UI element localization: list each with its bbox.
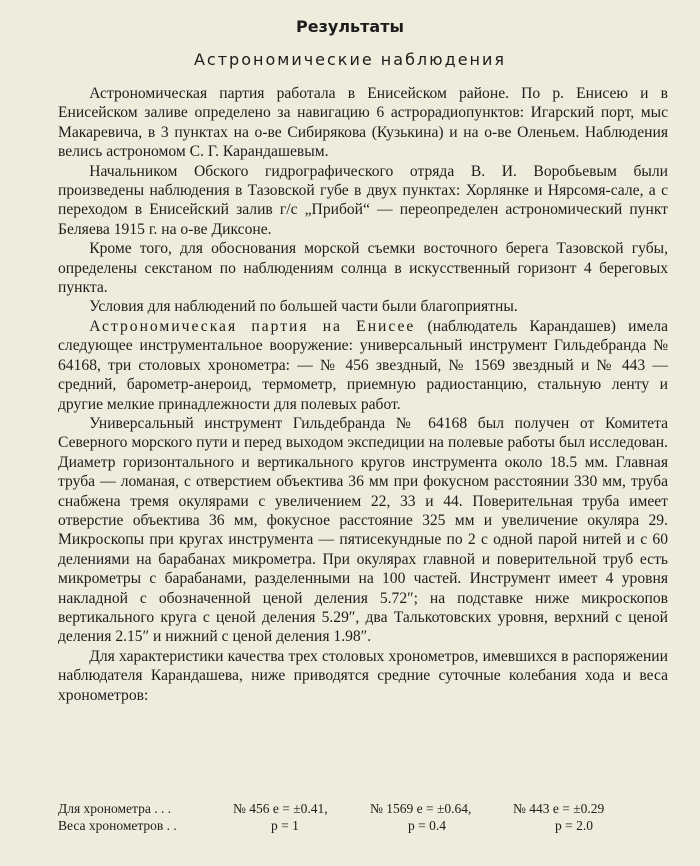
cell-443: p = 2.0 [555, 818, 593, 833]
cell-1569: № 1569 e = ±0.64, [370, 801, 472, 816]
paragraph-1: Астрономическая партия работала в Енисейском районе. По р. Енисею и в Енисейском заливе определено за навигацию 6 астрорадиопунктов: Игарский порт, мыс Макаревича, в 3 пунктах на о-ве Сибирякова (Кузькина) и на о-ве Оленьем. Наблюдения велись астрономом С. Г. Карандашевым. [58, 85, 668, 161]
paragraph-5-spaced-lead: Астрономическая партия на Енисее [89, 317, 416, 335]
cell-456: p = 1 [271, 818, 299, 833]
paragraph-7: Для характеристики качества трех столовых хронометров, имевшихся в распоряжении наблюдателя Карандашева, ниже приводятся средние суточные колебания хода и веса хронометров: [58, 647, 668, 704]
row-label: Для хронометра . . . [58, 801, 172, 816]
row-label: Веса хронометров . . [58, 818, 177, 833]
paragraph-6: Универсальный инструмент Гильдебранда № 64168 был получен от Комитета Северного морского пути и перед выходом экспедиции на полевые работы был исследован. Диаметр горизонтального и вертикального кругов инструмента около 18.5 мм. Главная труба — ломаная, с отверстием объектива 36 мм при фокусном расстоянии 330 мм, труба снабжена тремя окулярами с увеличением 22, 33 и 44. Поверительная труба имеет отверстие объектива 36 мм, фокусное расстояние 325 мм и увеличение окуляра 29. Микроскопы при кругах инструмента — пятисекундные по 2 с одной парой нитей и с 60 делениями на барабанах микрометра. При окулярах главной и поверительной труб есть микрометры с барабанами, разделенными на 100 частей. Инструмент имеет 4 уровня накладной с обозначенной ценой деления 5.72″; на подставке ниже микроскопов вертикального круга с ценой деления 5.29″, два Талькотовских уровня, верхний с ценой деления 2.15″ и нижний с ценой деления 1.98″. [58, 414, 668, 646]
paragraph-5-rest: (наблюдатель Карандашев) имела следующее инструментальное вооружение: универсальный инструмент Гильдебранда № 64168, три столовых хронометра: — № 456 звездный, № 1569 звездный и № 443 — средний, барометр-анероид, термометр, приемную радиостанцию, стальную ленту и другие мелкие принадлежности для полевых работ. [58, 317, 668, 413]
body-text [58, 84, 668, 705]
cell-1569: p = 0.4 [408, 818, 446, 833]
paragraph-3: Кроме того, для обоснования морской съемки восточного берега Тазовской губы, определены секстаном по наблюдениям солнца в искусственный горизонт 4 береговых пункта. [58, 240, 668, 297]
section-subtitle: Астрономические наблюдения [193, 50, 507, 69]
paragraph-4: Условия для наблюдений по большей части были благоприятны. [89, 298, 518, 316]
cell-456: № 456 e = ±0.41, [233, 801, 328, 816]
table-row [58, 817, 678, 834]
paragraph-5 [58, 317, 668, 414]
section-title: Результаты [296, 17, 404, 36]
table-row [58, 800, 678, 817]
cell-443: № 443 e = ±0.29 [513, 801, 605, 816]
chronometer-table [58, 800, 678, 834]
paragraph-2: Начальником Обского гидрографического отряда В. И. Воробьевым были произведены наблюдения в Тазовской губе в двух пунктах: Хорлянке и Нярсомя-сале, а с переходом в Енисейский залив г/с „Прибой“ — переопределен астрономический пункт Беляева 1915 г. на о-ве Диксоне. [58, 162, 668, 238]
